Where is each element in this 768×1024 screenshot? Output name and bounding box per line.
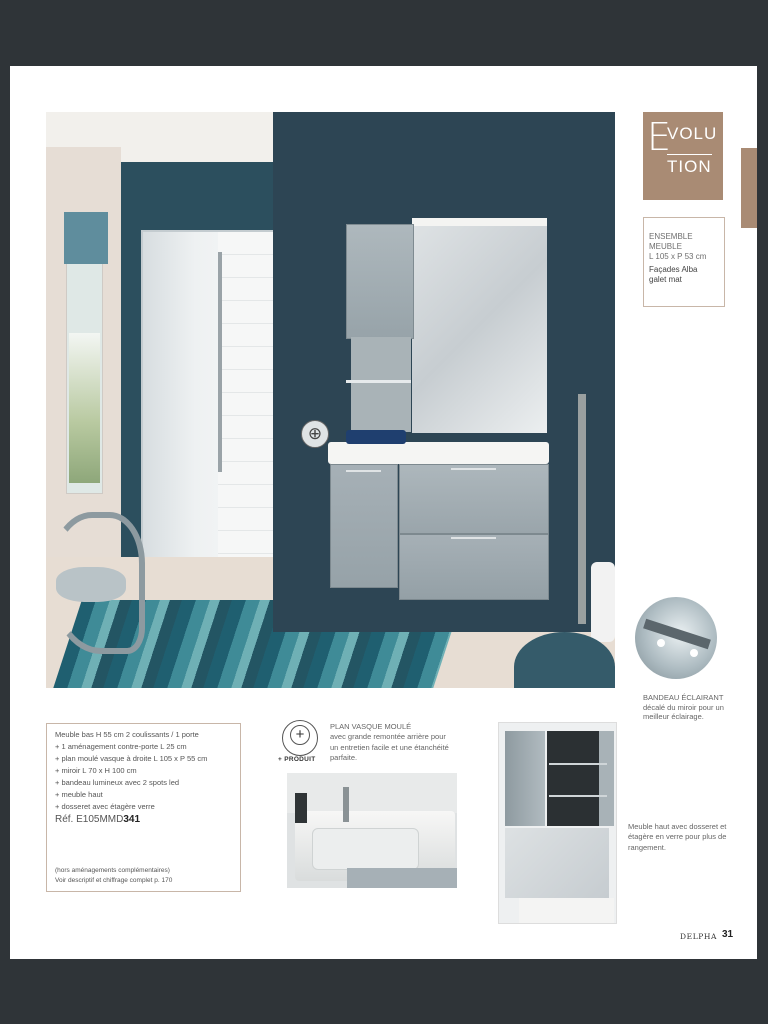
hero-bathroom-photo (46, 112, 615, 688)
spec-note: Voir descriptif et chiffrage complet p. 170 (55, 877, 173, 884)
glass-shelf (346, 380, 411, 383)
product-badge: + PRODUIT (278, 756, 316, 763)
plan-vasque-text (330, 722, 449, 764)
decor-paddle (578, 394, 586, 624)
chair-seat (56, 567, 126, 602)
brand-logo: DELPHA (680, 932, 718, 941)
vase (591, 562, 615, 642)
section-tab (741, 148, 757, 228)
plan-line: avec grande remontée arrière pour (330, 732, 446, 742)
catalog-page (10, 66, 757, 959)
wall-cabinet-photo (498, 722, 617, 924)
logo-line1: VOLU (667, 124, 718, 143)
bandeau-line: décalé du miroir pour un (643, 702, 724, 712)
handle (346, 470, 381, 472)
cabinet-line: Meuble haut avec dosseret et (628, 822, 727, 831)
vanity-door (330, 464, 398, 588)
cabinet-line: rangement. (628, 842, 666, 852)
plan-line: parfaite. (330, 753, 358, 763)
spec-line: + meuble haut (55, 790, 103, 799)
spec-note: (hors aménagements complémentaires) (55, 867, 170, 874)
spec-line: + miroir L 70 x H 100 cm (55, 766, 137, 775)
handle (451, 537, 496, 539)
spec-line: + 1 aménagement contre-porte L 25 cm (55, 742, 187, 751)
spec-line: + dosseret avec étagère verre (55, 802, 155, 811)
page-number: 31 (722, 929, 734, 940)
towels (346, 430, 406, 444)
vanity-drawer-bottom (399, 534, 549, 600)
reference-number: 341 (123, 814, 141, 825)
cabinet-line: étagère en verre pour plus de (628, 832, 727, 842)
spec-line: + bandeau lumineux avec 2 spots led (55, 778, 180, 787)
specifications-box (46, 723, 241, 892)
wall-cabinet (346, 224, 414, 339)
evolution-logo (643, 112, 723, 200)
basin-photo (287, 773, 457, 888)
plus-circle-icon: + (282, 720, 318, 756)
light-bar (412, 218, 547, 226)
bandeau-caption (643, 693, 724, 722)
vanity-drawer-top (399, 464, 549, 534)
ensemble-line: galet mat (649, 275, 682, 284)
spec-line: Meuble bas H 55 cm 2 coulissants / 1 porte (55, 730, 199, 739)
bandeau-title: BANDEAU ÉCLAIRANT (643, 693, 724, 702)
ensemble-line: Façades Alba (649, 265, 698, 274)
zoom-in-icon[interactable]: ⊕ (301, 420, 329, 448)
spec-line: + plan moulé vasque à droite L 105 x P 55 cm (55, 754, 208, 763)
plan-title: PLAN VASQUE MOULÉ (330, 722, 412, 731)
bandeau-line: meilleur éclairage. (643, 712, 704, 721)
reference-code (55, 814, 140, 826)
backsplash-panel (351, 337, 411, 432)
reference-prefix: Réf. E105MMD (55, 814, 124, 825)
shower-enclosure (141, 230, 275, 569)
light-bar-detail-photo (635, 597, 717, 679)
window (66, 262, 103, 494)
mirror (412, 218, 547, 433)
ensemble-line: MEUBLE (649, 242, 682, 251)
logo-letter: E (647, 115, 670, 159)
cabinet-caption (628, 822, 726, 853)
handle (451, 468, 496, 470)
vanity-top (328, 442, 549, 464)
logo-line2: TION (667, 154, 712, 177)
window-blind (64, 212, 108, 264)
plan-line: un entretien facile et une étanchéité (330, 742, 449, 752)
ensemble-line: L 105 x P 53 cm (649, 252, 707, 261)
ensemble-line: ENSEMBLE (649, 232, 693, 241)
ensemble-info-box (643, 217, 725, 307)
